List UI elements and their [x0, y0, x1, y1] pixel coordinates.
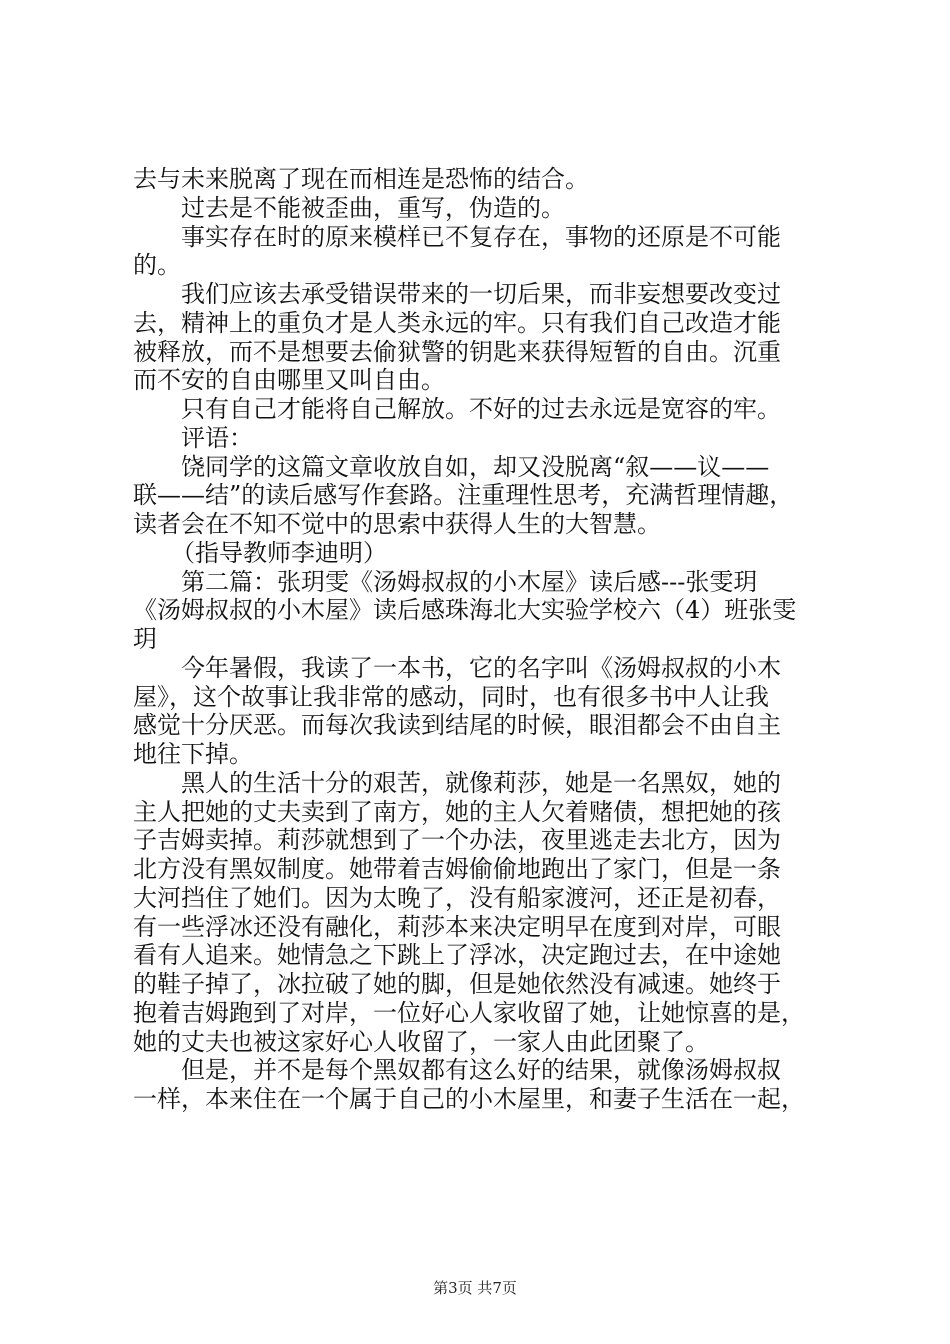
page-footer	[0, 1278, 950, 1298]
text-line: 有一些浮冰还没有融化，莉莎本来决定明早在度到对岸，可眼	[133, 912, 781, 941]
text-line: 我们应该去承受错误带来的一切后果，而非妄想要改变过	[181, 280, 781, 308]
text-line: 屋》，这个故事让我非常的感动，同时，也有很多书中人让我	[133, 682, 769, 711]
text-line: 感觉十分厌恶。而每次我读到结尾的时候，眼泪都会不由自主	[133, 711, 781, 740]
text-line: 抱着吉姆跑到了对岸，一位好心人家收留了她，让她惊喜的是，	[133, 998, 805, 1027]
text-line: 事实存在时的原来模样已不复存在，事物的还原是不可能	[181, 222, 781, 251]
text-line: 过去是不能被歪曲，重写，伪造的。	[181, 193, 565, 222]
text-line: 读者会在不知不觉中的思索中获得人生的大智慧。	[133, 510, 661, 538]
page-number: 第3页 共7页	[433, 1279, 517, 1297]
section-title: 《汤姆叔叔的小木屋》读后感珠海北大实验学校六（4）班张雯	[133, 596, 797, 625]
text-line: 子吉姆卖掉。莉莎就想到了一个办法，夜里逃走去北方，因为	[133, 826, 781, 855]
text-line: 被释放，而不是想要去偷狱警的钥匙来获得短暂的自由。沉重	[133, 337, 781, 366]
text-line: 一样，本来住在一个属于自己的小木屋里，和妻子生活在一起，	[133, 1085, 805, 1113]
text-line: 联——结”的读后感写作套路。注重理性思考，充满哲理情趣，	[133, 481, 794, 510]
text-line: 今年暑假，我读了一本书，它的名字叫《汤姆叔叔的小木	[181, 653, 781, 682]
text-line: 黑人的生活十分的艰苦，就像莉莎，她是一名黑奴，她的	[181, 768, 781, 797]
text-line: 去，精神上的重负才是人类永远的牢。只有我们自己改造才能	[133, 308, 781, 337]
text-line: 北方没有黑奴制度。她带着吉姆偷偷地跑出了家门，但是一条	[133, 855, 781, 883]
document-body	[133, 165, 833, 1114]
text-line: 而不安的自由哪里又叫自由。	[133, 366, 445, 395]
teacher-credit: （指导教师李迪明）	[171, 538, 387, 567]
text-line: 主人把她的丈夫卖到了南方，她的主人欠着赌债，想把她的孩	[133, 797, 781, 826]
section-title: 玥	[133, 625, 157, 653]
text-line: 只有自己才能将自己解放。不好的过去永远是宽容的牢。	[181, 395, 781, 423]
comment-heading: 评语：	[181, 423, 253, 452]
text-line: 看有人追来。她情急之下跳上了浮冰，决定跑过去，在中途她	[133, 941, 781, 970]
text-line: 的。	[133, 251, 181, 280]
text-line: 的鞋子掉了，冰拉破了她的脚，但是她依然没有减速。她终于	[133, 970, 781, 998]
text-line: 地往下掉。	[133, 740, 253, 768]
text-line: 饶同学的这篇文章收放自如，却又没脱离“叙——议——	[181, 452, 770, 481]
section-title: 第二篇：张玥雯《汤姆叔叔的小木屋》读后感---张雯玥	[181, 567, 758, 596]
text-line: 去与未来脱离了现在而相连是恐怖的结合。	[133, 165, 589, 193]
text-line: 但是，并不是每个黑奴都有这么好的结果，就像汤姆叔叔	[181, 1056, 781, 1085]
text-line: 她的丈夫也被这家好心人收留了，一家人由此团聚了。	[133, 1027, 709, 1056]
text-line: 大河挡住了她们。因为太晚了，没有船家渡河，还正是初春，	[133, 883, 781, 912]
